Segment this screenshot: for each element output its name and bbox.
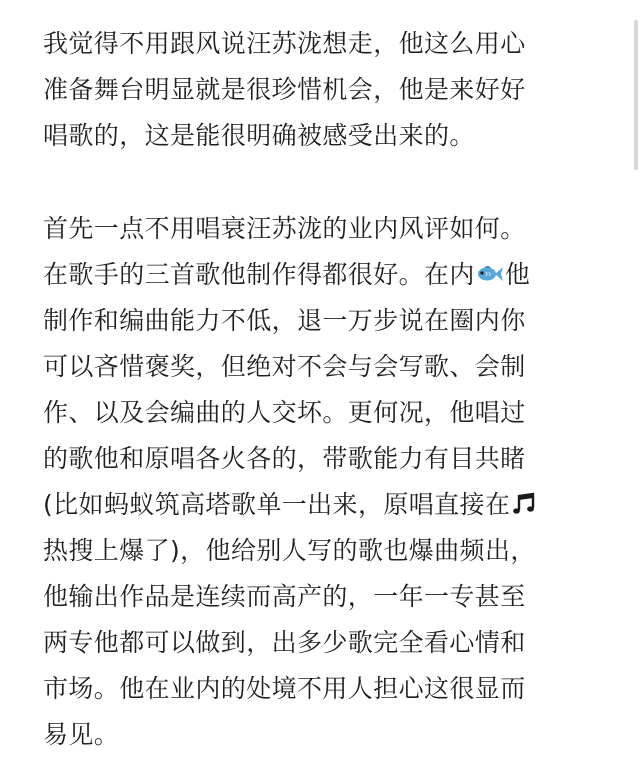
text-line — [43, 436, 613, 482]
text-line-content: (比如蚂蚁筑高塔歌单一出来，原唱直接在 — [43, 490, 511, 519]
text-line — [43, 344, 613, 390]
text-line-content: 唱歌的，这是能很明确被感受出来的。 — [43, 121, 475, 150]
paragraph-1 — [43, 21, 613, 159]
text-line-content: 易见。 — [43, 720, 120, 749]
text-line — [43, 574, 613, 620]
text-line-content: 准备舞台明显就是很珍惜机会，他是来好好 — [43, 75, 526, 104]
text-line-content: 作、以及会编曲的人交坏。更何况，他唱过 — [43, 398, 526, 427]
text-line — [43, 482, 613, 528]
text-line — [43, 712, 613, 758]
text-line-content: 我觉得不用跟风说汪苏泷想走，他这么用心 — [43, 29, 526, 58]
text-line — [43, 528, 613, 574]
music-note-emoji-icon — [511, 492, 539, 516]
text-line-content: 制作和编曲能力不低，退一万步说在圈内你 — [43, 306, 526, 335]
scrollbar[interactable] — [634, 20, 638, 170]
paragraph-2 — [43, 206, 613, 758]
text-line — [43, 252, 613, 298]
text-line-content: 他输出作品是连续而高产的，一年一专甚至 — [43, 582, 526, 611]
paragraph-gap — [43, 159, 613, 206]
text-line — [43, 113, 613, 159]
fish-emoji-icon — [476, 262, 504, 286]
text-line-content: 首先一点不用唱衰汪苏泷的业内风评如何。 — [43, 214, 526, 243]
text-line — [43, 206, 613, 252]
text-line — [43, 620, 613, 666]
text-line — [43, 298, 613, 344]
text-line-content: 的歌他和原唱各火各的，带歌能力有目共睹 — [43, 444, 526, 473]
article-body — [43, 21, 613, 758]
text-line-content: 可以吝惜褒奖，但绝对不会与会写歌、会制 — [43, 352, 526, 381]
text-line — [43, 390, 613, 436]
text-line-content: 两专他都可以做到，出多少歌完全看心情和 — [43, 628, 526, 657]
text-line-content: 市场。他在业内的处境不用人担心这很显而 — [43, 674, 526, 703]
text-line-content: 热搜上爆了)，他给别人写的歌也爆曲频出， — [43, 536, 536, 565]
text-line — [43, 67, 613, 113]
text-line — [43, 666, 613, 712]
text-line-content: 在歌手的三首歌他制作得都很好。在内 — [43, 260, 475, 289]
text-line — [43, 21, 613, 67]
text-line-tail: 他 — [504, 260, 531, 289]
